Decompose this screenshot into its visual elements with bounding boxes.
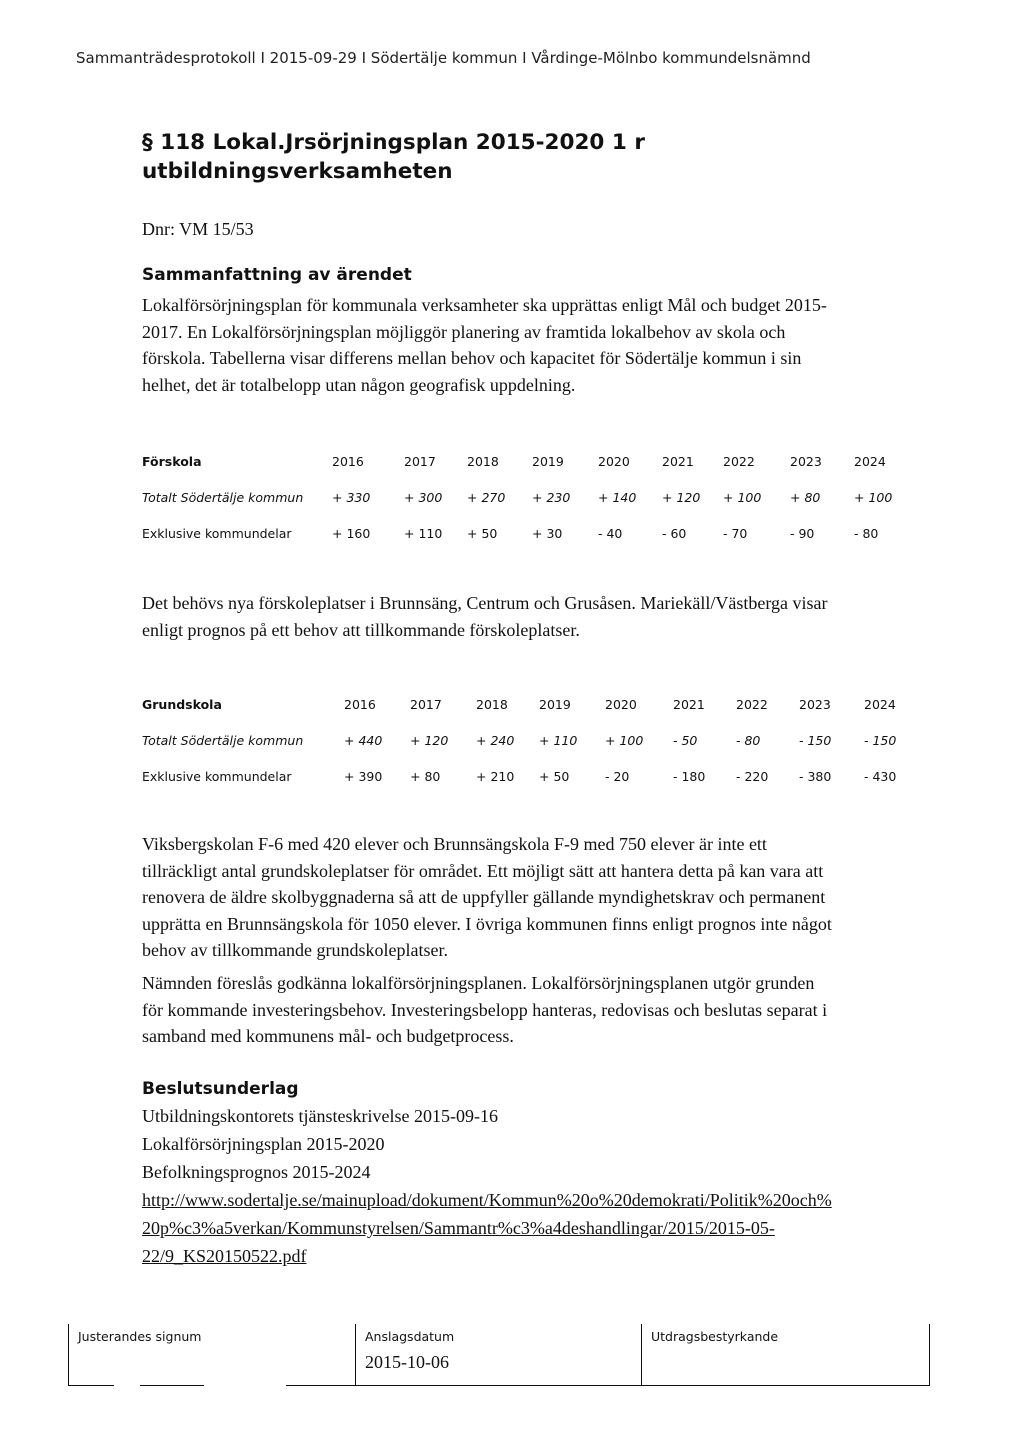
divider (68, 1324, 69, 1386)
year-header: 2024 (854, 453, 886, 469)
table-cell: + 80 (790, 489, 821, 505)
paragraph-line: tillräckligt antal grundskoleplatser för området. Ett möjligt sätt att hantera detta på kan vara att (142, 860, 824, 881)
table-cell: + 110 (404, 525, 443, 541)
year-header: 2018 (476, 696, 508, 712)
divider (929, 1324, 930, 1386)
year-header: 2023 (790, 453, 822, 469)
paragraph-line: Det behövs nya förskoleplatser i Brunnsäng, Centrum och Grusåsen. Mariekäll/Västberga visar (142, 593, 828, 613)
table-cell: + 120 (410, 732, 449, 748)
grundskola-text (142, 831, 932, 964)
year-header: 2017 (410, 696, 442, 712)
utdrag-label: Utdragsbestyrkande (651, 1329, 779, 1344)
table-cell: + 50 (539, 768, 570, 784)
table-row (142, 721, 914, 759)
table-cell: + 440 (344, 732, 383, 748)
diary-number: Dnr: VM 15/53 (142, 219, 254, 239)
footer-right-edge (929, 1324, 930, 1386)
year-header: 2021 (662, 453, 694, 469)
table-cell: - 150 (864, 732, 897, 748)
year-header: 2022 (723, 453, 755, 469)
year-header: 2017 (404, 453, 436, 469)
signature-footer (68, 1324, 930, 1386)
year-header: 2019 (539, 696, 571, 712)
divider (355, 1324, 356, 1386)
table-cell: - 70 (723, 525, 748, 541)
paragraph-line: renovera de äldre skolbyggnaderna så att de uppfyller gällande myndighetskrav och permanent (142, 887, 826, 907)
table-cell: - 180 (673, 768, 706, 784)
year-header: 2022 (736, 696, 768, 712)
reference-item: Utbildningskontorets tjänsteskrivelse 2015-09-16 (142, 1106, 498, 1126)
section-title-line2: utbildningsverksamheten (142, 159, 453, 184)
link-line[interactable]: http://www.sodertalje.se/mainupload/dokument/Kommun%20o%20demokrati/Politik%20och% (142, 1190, 832, 1210)
year-header: 2020 (598, 453, 630, 469)
summary-line: helhet, det är totalbelopp utan någon geografisk uppdelning. (142, 374, 576, 395)
reference-item: Befolkningsprognos 2015-2024 (142, 1162, 371, 1182)
table-cell: - 90 (790, 525, 815, 541)
table-cell: + 160 (332, 525, 371, 541)
beslutsunderlag-heading: Beslutsunderlag (142, 1079, 299, 1099)
table-cell: + 100 (854, 489, 893, 505)
signature-line (286, 1385, 930, 1386)
year-header: 2018 (467, 453, 499, 469)
link-line[interactable]: 22/9_KS20150522.pdf (142, 1246, 307, 1266)
table-cell: - 80 (854, 525, 879, 541)
anslagsdatum-label: Anslagsdatum (365, 1329, 455, 1344)
row-label: Totalt Södertälje kommun (142, 489, 304, 505)
grundskola-table (142, 687, 914, 793)
year-header: 2016 (344, 696, 376, 712)
summary-text (142, 292, 932, 398)
table-cell: + 30 (532, 525, 563, 541)
paragraph-line: för kommande investeringsbehov. Investeringsbelopp hanteras, redovisas och beslutas separat i (142, 999, 828, 1020)
table-cell: - 40 (598, 525, 623, 541)
table-cell: + 300 (404, 489, 443, 505)
table-header-row (142, 687, 914, 721)
table-heading: Förskola (142, 453, 202, 469)
table-heading: Grundskola (142, 696, 222, 712)
paragraph-line: samband med kommunens mål- och budgetprocess. (142, 1026, 514, 1046)
table-cell: + 270 (467, 489, 506, 505)
section-title (142, 128, 842, 186)
paragraph-line: upprätta en Brunnsängskola för 1050 elever. I övriga kommunen finns enligt prognos inte något (142, 913, 832, 934)
anslagsdatum-value: 2015-10-06 (365, 1352, 449, 1372)
table-cell: - 60 (662, 525, 687, 541)
divider (641, 1324, 642, 1386)
justerandes-label: Justerandes signum (78, 1329, 202, 1344)
section-title-line1: § 118 Lokal.Jrsörjningsplan 2015-2020 1 r (142, 130, 645, 155)
forskola-table (142, 444, 904, 550)
row-label: Exklusive kommundelar (142, 768, 292, 784)
table-cell: + 110 (539, 732, 578, 748)
summary-heading: Sammanfattning av ärendet (142, 265, 412, 285)
row-label: Exklusive kommundelar (142, 525, 292, 541)
signature-line (140, 1385, 204, 1386)
table-cell: - 430 (864, 768, 897, 784)
table-cell: + 120 (662, 489, 701, 505)
justerandes-box (68, 1324, 355, 1386)
table-cell: + 230 (532, 489, 571, 505)
table-row (142, 478, 904, 516)
table-cell: - 150 (799, 732, 832, 748)
signature-line (68, 1385, 114, 1386)
table-cell: + 100 (723, 489, 762, 505)
table-cell: + 140 (598, 489, 637, 505)
table-cell: - 380 (799, 768, 832, 784)
table-cell: + 100 (605, 732, 644, 748)
paragraph-line: Nämnden föreslås godkänna lokalförsörjningsplanen. Lokalförsörjningsplanen utgör grunden (142, 973, 815, 993)
year-header: 2020 (605, 696, 637, 712)
year-header: 2021 (673, 696, 705, 712)
paragraph-line: enligt prognos på ett behov att tillkommande förskoleplatser. (142, 619, 580, 640)
running-header: Sammanträdesprotokoll I 2015-09-29 I Södertälje kommun I Vårdinge-Mölnbo kommundelsnämnd (76, 49, 811, 67)
table-cell: - 80 (736, 732, 761, 748)
paragraph-line: Viksbergskolan F-6 med 420 elever och Brunnsängskola F-9 med 750 elever är inte ett (142, 834, 767, 854)
table-row (142, 759, 914, 793)
proposal-text (142, 970, 932, 1050)
table-header-row (142, 444, 904, 478)
reference-link[interactable] (142, 1186, 942, 1270)
reference-item: Lokalförsörjningsplan 2015-2020 (142, 1134, 385, 1154)
summary-line: 2017. En Lokalförsörjningsplan möjliggör planering av framtida lokalbehov av skola och (142, 321, 786, 342)
table-row (142, 516, 904, 550)
link-line[interactable]: 20p%c3%a5verkan/Kommunstyrelsen/Sammantr%c3%a4deshandlingar/2015/2015-05- (142, 1218, 775, 1238)
year-header: 2024 (864, 696, 896, 712)
table-cell: + 50 (467, 525, 498, 541)
table-cell: - 50 (673, 732, 698, 748)
anslagsdatum-box (355, 1324, 641, 1386)
year-header: 2019 (532, 453, 564, 469)
summary-line: förskola. Tabellerna visar differens mellan behov och kapacitet för Södertälje kommun i sin (142, 348, 802, 368)
table-cell: + 330 (332, 489, 371, 505)
paragraph-line: behov av tillkommande grundskoleplatser. (142, 940, 448, 960)
year-header: 2016 (332, 453, 364, 469)
table-cell: - 220 (736, 768, 769, 784)
forskola-text (142, 590, 932, 643)
table-cell: + 390 (344, 768, 383, 784)
row-label: Totalt Södertälje kommun (142, 732, 304, 748)
table-cell: - 20 (605, 768, 630, 784)
table-cell: + 240 (476, 732, 515, 748)
table-cell: + 80 (410, 768, 441, 784)
table-cell: + 210 (476, 768, 515, 784)
beslutsunderlag-list (142, 1102, 942, 1270)
utdrag-box (641, 1324, 929, 1386)
year-header: 2023 (799, 696, 831, 712)
summary-line: Lokalförsörjningsplan för kommunala verksamheter ska upprättas enligt Mål och budget 2015- (142, 295, 827, 315)
